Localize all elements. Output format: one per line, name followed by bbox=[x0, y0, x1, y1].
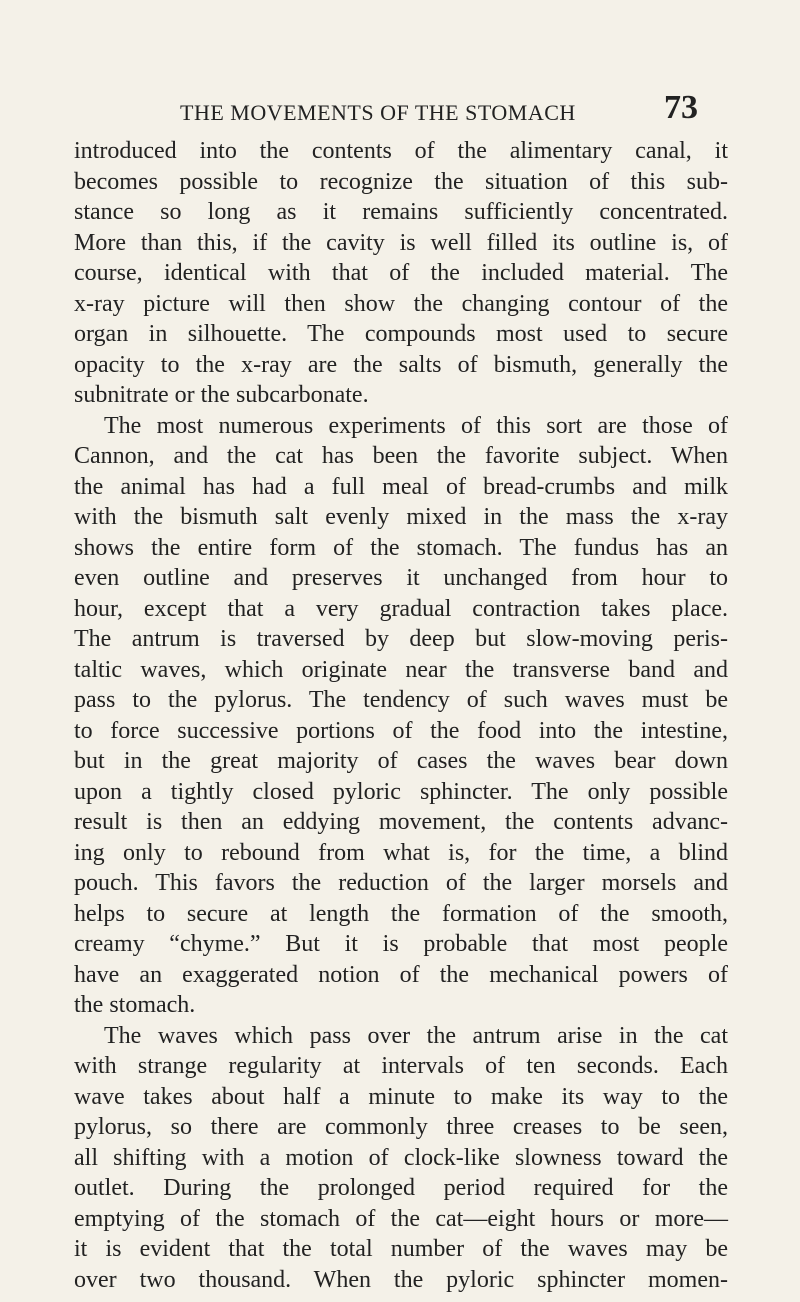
body-text bbox=[74, 136, 728, 1295]
text-line: the stomach. bbox=[74, 992, 196, 1018]
page-number: 73 bbox=[664, 89, 698, 126]
text-line: opacity to the x-ray are the salts of bismuth, generally the bbox=[74, 351, 728, 378]
text-line: to force successive portions of the food into the intestine, bbox=[74, 717, 728, 744]
text-line: ing only to rebound from what is, for the time, a blind bbox=[74, 839, 728, 866]
text-line: becomes possible to recognize the situation of this sub- bbox=[74, 168, 728, 195]
text-line: The antrum is traversed by deep but slow-moving peris- bbox=[74, 626, 728, 652]
text-line: x-ray picture will then show the changing contour of the bbox=[74, 290, 728, 317]
text-line: organ in silhouette. The compounds most used to secure bbox=[74, 321, 728, 347]
text-line: emptying of the stomach of the cat—eight hours or more— bbox=[74, 1205, 728, 1232]
text-line: upon a tightly closed pyloric sphincter. The only possible bbox=[74, 778, 728, 805]
text-line: creamy “chyme.” But it is probable that most people bbox=[74, 931, 728, 957]
text-line: pass to the pylorus. The tendency of such waves must be bbox=[74, 687, 728, 713]
text-line: Cannon, and the cat has been the favorite subject. When bbox=[74, 443, 728, 469]
text-line: outlet. During the prolonged period required for the bbox=[74, 1175, 728, 1201]
text-line: subnitrate or the subcarbonate. bbox=[74, 382, 369, 408]
text-line: hour, except that a very gradual contraction takes place. bbox=[74, 595, 728, 622]
text-line: with strange regularity at intervals of ten seconds. Each bbox=[74, 1053, 728, 1079]
text-line: introduced into the contents of the alimentary canal, it bbox=[74, 138, 728, 164]
text-line: The most numerous experiments of this sort are those of bbox=[104, 412, 728, 439]
text-line: The waves which pass over the antrum arise in the cat bbox=[104, 1022, 728, 1049]
text-line: it is evident that the total number of the waves may be bbox=[74, 1236, 728, 1262]
text-line: with the bismuth salt evenly mixed in the mass the x-ray bbox=[74, 504, 728, 530]
text-line: all shifting with a motion of clock-like slowness toward the bbox=[74, 1144, 728, 1171]
text-line: wave takes about half a minute to make its way to the bbox=[74, 1083, 728, 1110]
text-line: pouch. This favors the reduction of the larger morsels and bbox=[74, 870, 728, 896]
page-header bbox=[0, 88, 730, 128]
text-line: helps to secure at length the formation of the smooth, bbox=[74, 900, 728, 927]
text-line: result is then an eddying movement, the contents advanc- bbox=[74, 809, 728, 835]
text-line: the animal has had a full meal of bread-crumbs and milk bbox=[74, 473, 728, 500]
text-line: More than this, if the cavity is well filled its outline is, of bbox=[74, 229, 728, 256]
running-head: THE MOVEMENTS OF THE STOMACH bbox=[180, 100, 576, 125]
text-line: over two thousand. When the pyloric sphincter momen- bbox=[74, 1266, 728, 1293]
text-line: shows the entire form of the stomach. The fundus has an bbox=[74, 534, 728, 561]
text-line: taltic waves, which originate near the transverse band and bbox=[74, 656, 728, 683]
text-line: pylorus, so there are commonly three creases to be seen, bbox=[74, 1114, 728, 1140]
text-line: course, identical with that of the included material. The bbox=[74, 260, 728, 286]
text-line: stance so long as it remains sufficiently concentrated. bbox=[74, 199, 728, 225]
text-line: have an exaggerated notion of the mechanical powers of bbox=[74, 961, 728, 988]
text-line: even outline and preserves it unchanged from hour to bbox=[74, 565, 728, 591]
text-line: but in the great majority of cases the waves bear down bbox=[74, 748, 728, 774]
